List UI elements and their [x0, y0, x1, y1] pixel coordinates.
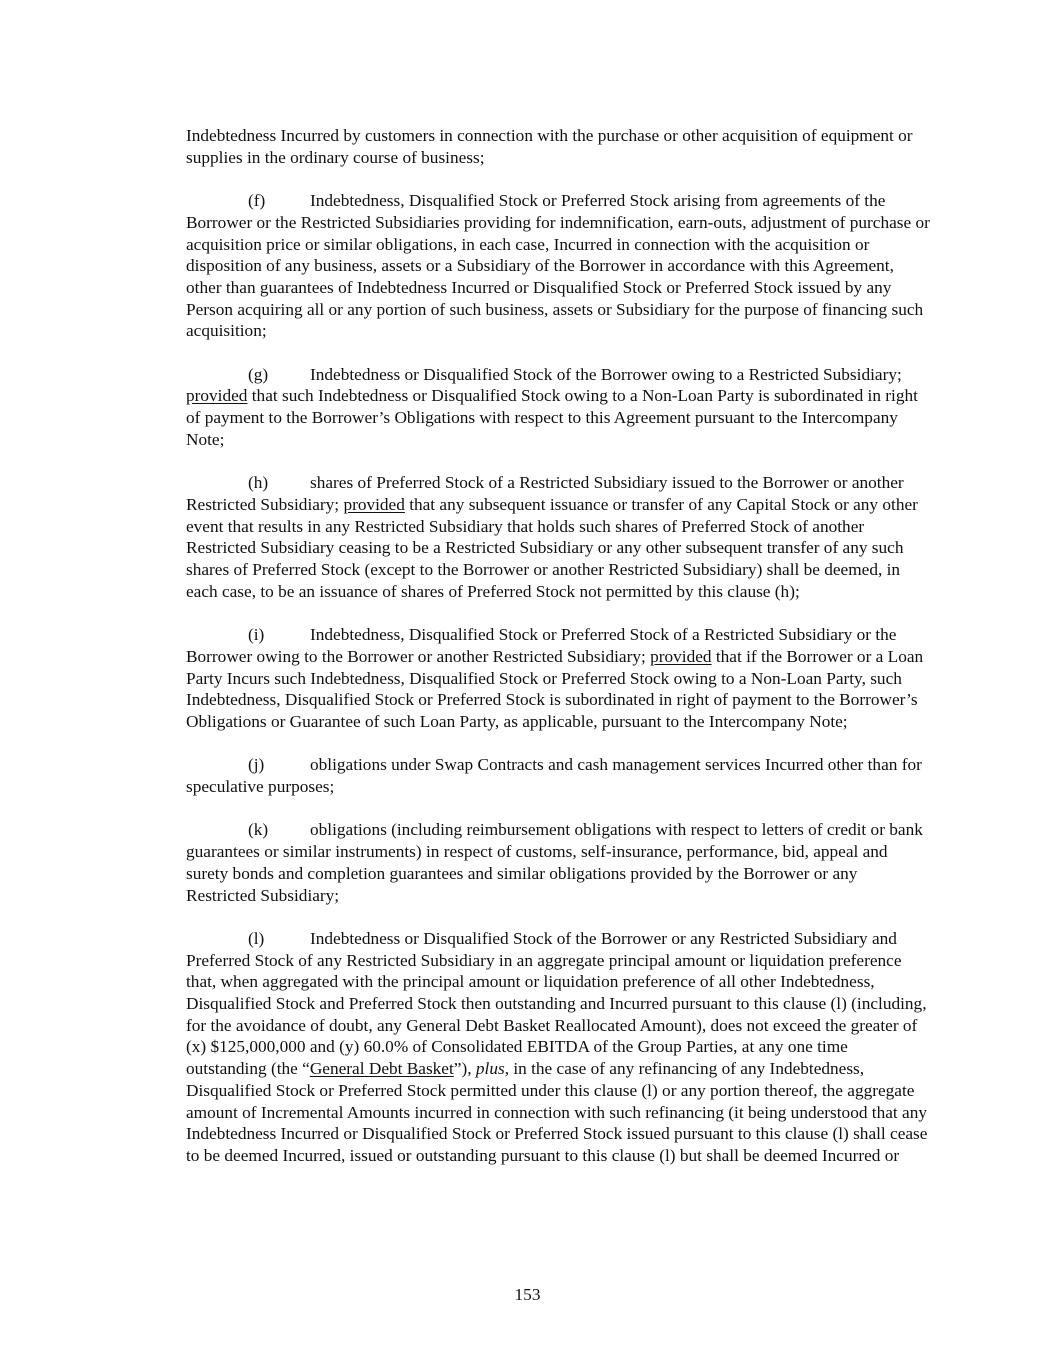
- clause-text: Indebtedness, Disqualified Stock or Preferred Stock of a Restricted Subsidiary or the Borrower owing to the Borrower or another Restricted Subsidiary;: [186, 625, 897, 666]
- continuation-paragraph: Indebtedness Incurred by customers in connection with the purchase or other acquisition of equipment or supplies in the ordinary course of business;: [186, 126, 913, 167]
- clause-f: [186, 190, 931, 342]
- clause-text: that if the Borrower or a Loan Party Incurs such Indebtedness, Disqualified Stock or Preferred Stock owing to a Non-Loan Party, such Indebtedness, Disqualified Stock or Preferred Stock is subordinated in right of payment to the Borrower’s Obligations or Guarantee of such Loan Party, as applicable, pursuant to the Intercompany Note;: [186, 646, 924, 731]
- defined-term: provided: [343, 494, 405, 514]
- clause-label: (k): [248, 820, 269, 840]
- clause-i: [186, 624, 931, 733]
- clause-text: shares of Preferred Stock of a Restricted Subsidiary issued to the Borrower or another Restricted Subsidiary;: [186, 473, 904, 514]
- clause-text: , in the case of any refinancing of any Indebtedness, Disqualified Stock or Preferred Stock permitted under this clause (l) or any portion thereof, the aggregate amount of Incremental Amounts incurred in connection with such refinancing (it being understood that any Indebtedness Incurred or Disqualified Stock or Preferred Stock issued pursuant to this clause (l) shall cease to be deemed Incurred, issued or outstanding pursuant to this clause (l) but shall be deemed Incurred or: [186, 1059, 928, 1165]
- clause-label: (g): [248, 364, 269, 384]
- clause-label: (h): [248, 473, 269, 493]
- clause-label: (i): [248, 625, 265, 645]
- clause-label: (l): [248, 928, 265, 948]
- defined-term: provided: [650, 646, 712, 666]
- clause-h: [186, 472, 931, 602]
- clause-text: that such Indebtedness or Disqualified Stock owing to a Non-Loan Party is subordinated in right of payment to the Borrower’s Obligations with respect to this Agreement pursuant to the Intercompany Note;: [186, 386, 918, 449]
- clause-text: obligations under Swap Contracts and cash management services Incurred other than for speculative purposes;: [186, 755, 922, 797]
- page-number: 153: [514, 1285, 541, 1304]
- clause-j: [186, 754, 931, 797]
- clause-label: (j): [248, 755, 265, 775]
- defined-term: provided: [186, 386, 248, 406]
- clause-k: [186, 819, 931, 906]
- clause-text: Indebtedness or Disqualified Stock of the Borrower owing to a Restricted Subsidiary;: [310, 364, 902, 384]
- document-body: [186, 125, 931, 1188]
- clause-text: obligations (including reimbursement obligations with respect to letters of credit or bank guarantees or similar instruments) in respect of customs, self-insurance, performance, bid, appeal and surety bonds and completion guarantees and similar obligations provided by the Borrower or any Restricted Subsidiary;: [186, 820, 923, 905]
- defined-term: General Debt Basket: [309, 1059, 454, 1079]
- clause-l: [186, 928, 931, 1167]
- emphasis-term: plus: [475, 1059, 505, 1079]
- clause-text: that any subsequent issuance or transfer of any Capital Stock or any other event that results in any Restricted Subsidiary that holds such shares of Preferred Stock of another Restricted Subsidiary ceasing to be a Restricted Subsidiary or any other subsequent transfer of any such shares of Preferred Stock (except to the Borrower or another Restricted Subsidiary) shall be deemed, in each case, to be an issuance of shares of Preferred Stock not permitted by this clause (h);: [186, 494, 918, 601]
- clause-text: Indebtedness, Disqualified Stock or Preferred Stock arising from agreements of the Borrower or the Restricted Subsidiaries providing for indemnification, earn-outs, adjustment of purchase or acquisition price or similar obligations, in each case, Incurred in connection with the acquisition or disposition of any business, assets or a Subsidiary of the Borrower in accordance with this Agreement, other than guarantees of Indebtedness Incurred or Disqualified Stock or Preferred Stock issued by any Person acquiring all or any portion of such business, assets or Subsidiary for the purpose of financing such acquisition;: [186, 191, 930, 341]
- clause-text: ”),: [453, 1059, 476, 1079]
- clause-label: (f): [248, 191, 266, 211]
- clause-g: [186, 364, 931, 451]
- clause-text: Indebtedness or Disqualified Stock of the Borrower or any Restricted Subsidiary and Preferred Stock of any Restricted Subsidiary in an aggregate principal amount or liquidation preference that, when aggregated with the principal amount or liquidation preference of all other Indebtedness, Disqualified Stock and Preferred Stock then outstanding and Incurred pursuant to this clause (l) (including, for the avoidance of doubt, any General Debt Basket Reallocated Amount), does not exceed the greater of (x) $125,000,000 and (y) 60.0% of Consolidated EBITDA of the Group Parties, at any one time outstanding (the “: [186, 928, 927, 1079]
